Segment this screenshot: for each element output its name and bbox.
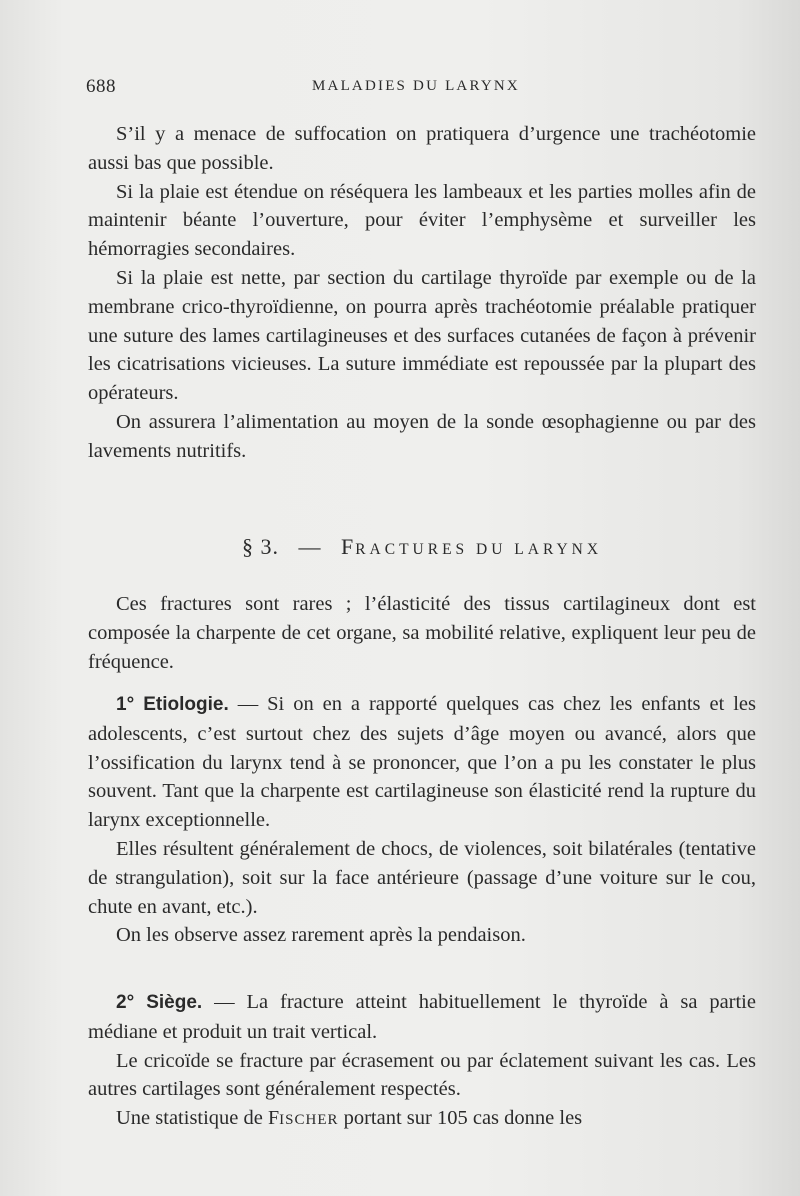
section-intro-block [88,590,756,676]
paragraph [88,988,756,1047]
paragraph [88,690,756,835]
section-dash: — [298,534,322,559]
paragraph: Le cricoïde se fracture par écrasement ou par éclatement suivant les cas. Les autres cartilages sont généralement respectés. [88,1049,756,1101]
section-title-initial: F [340,534,356,559]
etiologie-lead: — Si on en a rapporté quelques cas chez les enfants et les adolescents, c’est surtout chez des sujets d’âge moyen ou avancé, alors que l’ossification du larynx tend à se prononcer, que l’on a pu les constater le plus souvent. Tant que la charpente est cartilagineuse son élasticité rend la rupture du larynx exceptionnelle. [88,693,756,832]
paragraph: On les observe assez rarement après la pendaison. [116,924,526,947]
paragraph [88,1104,756,1135]
author-name-rest: ISCHER [279,1112,339,1129]
paragraph: Si la plaie est étendue on réséquera les lambeaux et les parties molles afin de maintenir béante l’ouverture, pour éviter l’emphysème et surveiller les hémorragies secondaires. [88,180,756,261]
etiologie-block [88,690,756,950]
section-number: § 3. [241,534,279,559]
paragraph: Ces fractures sont rares ; l’élasticité des tissus cartilagineux dont est composée la charpente de cet organe, sa mobilité relative, expliquent leur peu de fréquence. [88,593,756,673]
siege-p3-before: Une statistique de [116,1107,269,1130]
etiologie-heading: 1° Etiologie. [116,694,229,715]
section-title-rest: RACTURES DU LARYNX [355,541,603,558]
paragraph: S’il y a menace de suffocation on pratiquera d’urgence une trachéotomie aussi bas que possible. [88,123,756,174]
paragraph: Si la plaie est nette, par section du cartilage thyroïde par exemple ou de la membrane crico-thyroïdienne, on pourra après trachéotomie préalable pratiquer une suture des lames cartilagineuses et des surfaces cutanées de façon à prévenir les cicatrisations vicieuses. La suture immédiate est repoussée par la plupart des opérateurs. [88,266,756,405]
siege-block [88,988,756,1135]
page-header [86,76,756,100]
siege-p3-after: portant sur 105 cas donne les [338,1107,583,1130]
paragraph: On assurera l’alimentation au moyen de la sonde œsophagienne ou par des lavements nutritifs. [88,410,756,462]
page-number: 688 [86,76,116,97]
siege-lead: — La fracture atteint habituellement le thyroïde à sa partie médiane et produit un trait vertical. [88,991,756,1043]
author-name-initial: F [268,1107,280,1130]
intro-text-block [88,120,756,466]
running-title: MALADIES DU LARYNX [312,78,520,94]
siege-heading: 2° Siège. [116,992,203,1013]
paragraph: Elles résultent généralement de chocs, de violences, soit bilatérales (tentative de strangulation), soit sur la face antérieure (passage d’une voiture sur le cou, chute en avant, etc.). [88,837,756,918]
section-heading [88,534,756,560]
